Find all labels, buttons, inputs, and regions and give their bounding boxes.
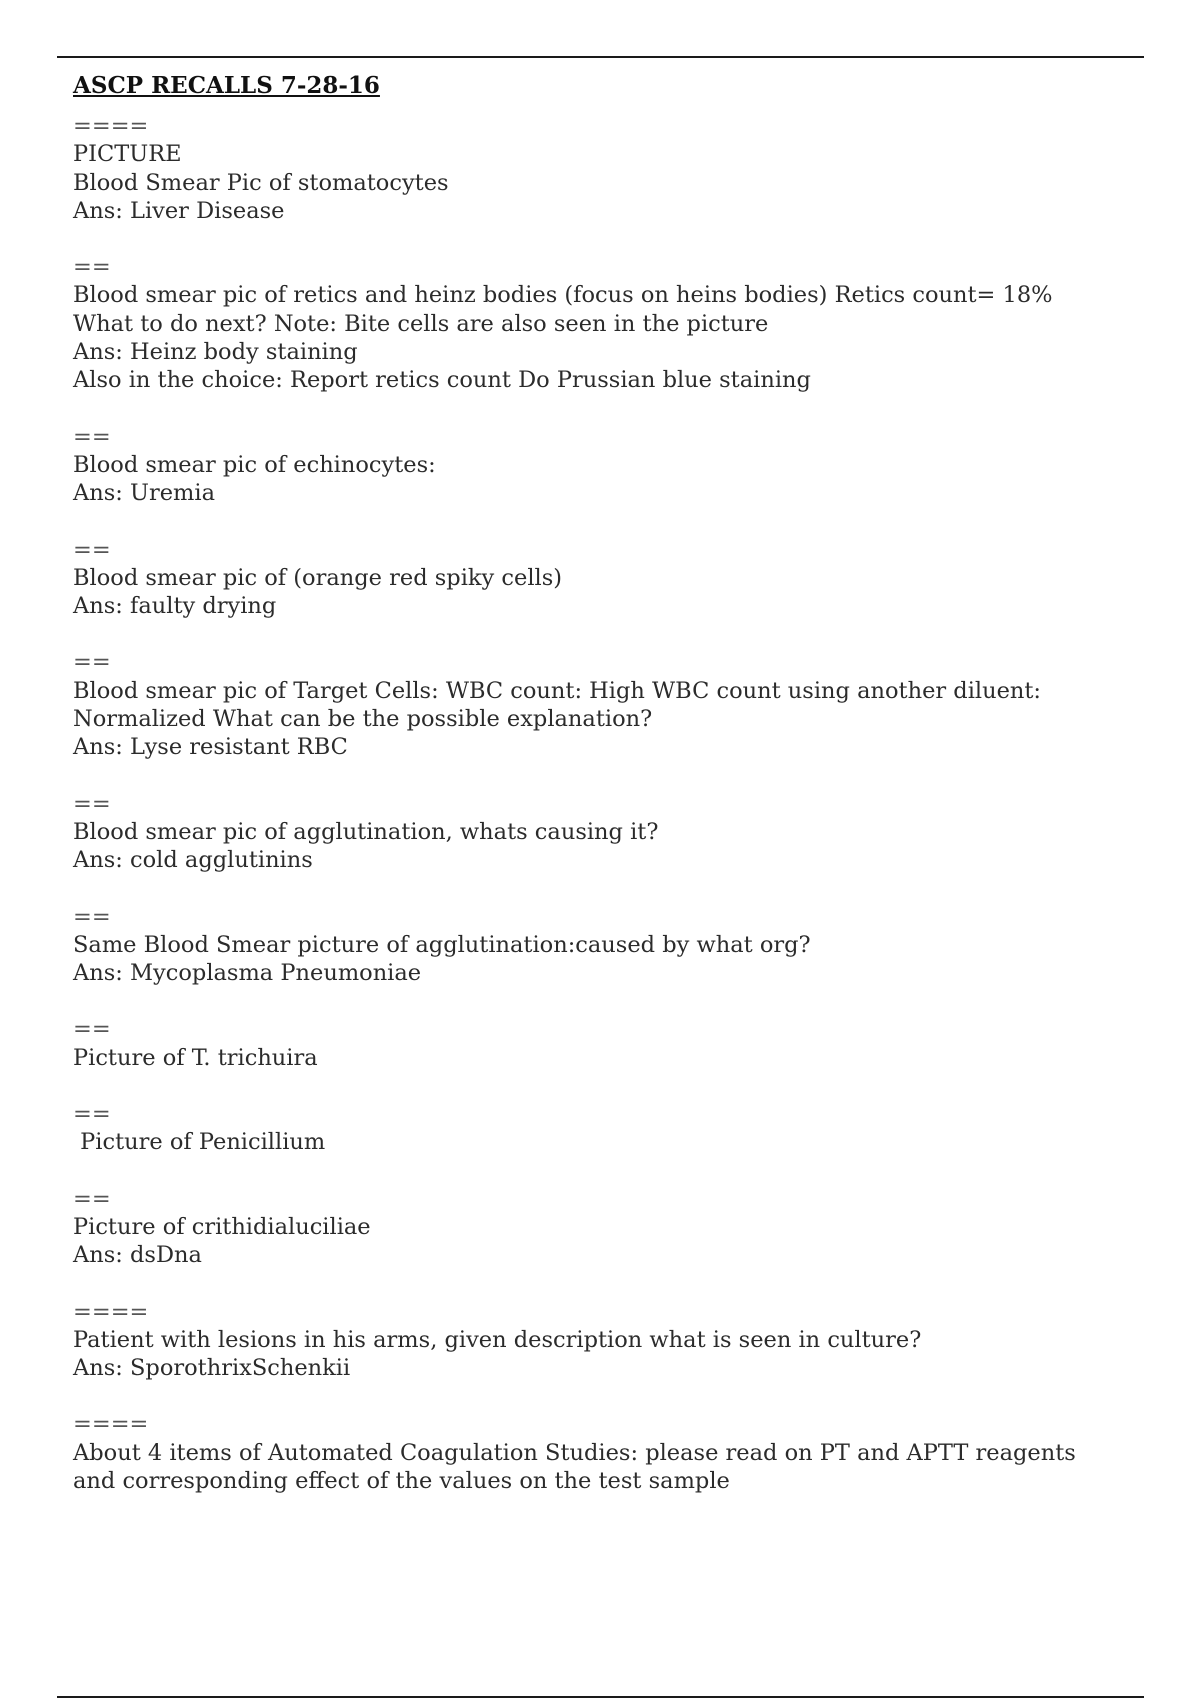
recall-line: Ans: Liver Disease [73, 197, 285, 224]
separator: ==== [73, 1298, 149, 1325]
document-title: ASCP RECALLS 7-28-16 [73, 72, 380, 99]
recall-line: Blood smear pic of echinocytes: [73, 451, 436, 478]
recall-line: Ans: dsDna [73, 1242, 202, 1269]
separator: == [73, 790, 111, 817]
recall-item [73, 536, 1153, 621]
recall-line: Blood smear pic of agglutination, whats causing it? [73, 818, 659, 845]
recall-line: Blood smear pic of retics and heinz bodies (focus on heins bodies) Retics count= 18% [73, 282, 1053, 309]
separator: == [73, 1016, 111, 1043]
recall-line: Ans: Mycoplasma Pneumoniae [73, 960, 422, 987]
recall-line: Normalized What can be the possible explanation? [73, 706, 653, 733]
separator: ==== [73, 1411, 149, 1438]
recall-item [73, 1015, 1153, 1072]
recall-line: Ans: SporothrixSchenkii [73, 1355, 351, 1382]
document-page [73, 70, 1153, 1523]
recall-item [73, 112, 1153, 225]
separator: == [73, 1185, 111, 1212]
recall-list [73, 112, 1153, 1495]
recall-item [73, 903, 1153, 988]
recall-line: Blood smear pic of (orange red spiky cells) [73, 564, 563, 591]
recall-item [73, 648, 1153, 761]
recall-line: Blood Smear Pic of stomatocytes [73, 169, 449, 196]
recall-line: What to do next? Note: Bite cells are also seen in the picture [73, 310, 769, 337]
recall-item [73, 790, 1153, 875]
recall-line: Ans: Heinz body staining [73, 339, 358, 366]
separator: ==== [73, 113, 149, 139]
recall-item [73, 1410, 1153, 1495]
recall-line: Also in the choice: Report retics count Do Prussian blue staining [73, 367, 811, 394]
bottom-rule [57, 1696, 1144, 1698]
recall-line: PICTURE [73, 141, 182, 168]
recall-line: Ans: Lyse resistant RBC [73, 734, 348, 761]
recall-line: Ans: faulty drying [73, 593, 277, 620]
recall-item [73, 1185, 1153, 1270]
recall-item [73, 1298, 1153, 1383]
separator: == [73, 536, 111, 563]
recall-line: Patient with lesions in his arms, given description what is seen in culture? [73, 1326, 922, 1353]
top-rule [57, 56, 1144, 58]
separator: == [73, 423, 111, 450]
recall-line: Picture of T. trichuira [73, 1044, 318, 1071]
recall-line: Ans: cold agglutinins [73, 847, 313, 874]
separator: == [73, 649, 111, 676]
recall-line: Blood smear pic of Target Cells: WBC count: High WBC count using another diluent: [73, 677, 1042, 704]
recall-item [73, 423, 1153, 508]
recall-line: and corresponding effect of the values on the test sample [73, 1467, 730, 1494]
recall-line: Picture of crithidialuciliae [73, 1213, 371, 1240]
recall-item [73, 1100, 1153, 1157]
separator: == [73, 254, 111, 281]
recall-line: Same Blood Smear picture of agglutination:caused by what org? [73, 931, 811, 958]
recall-line: About 4 items of Automated Coagulation Studies: please read on PT and APTT reagents [73, 1439, 1076, 1466]
recall-item [73, 253, 1153, 394]
recall-line: Picture of Penicillium [73, 1129, 326, 1156]
recall-line: Ans: Uremia [73, 480, 215, 507]
separator: == [73, 1101, 111, 1128]
separator: == [73, 903, 111, 930]
